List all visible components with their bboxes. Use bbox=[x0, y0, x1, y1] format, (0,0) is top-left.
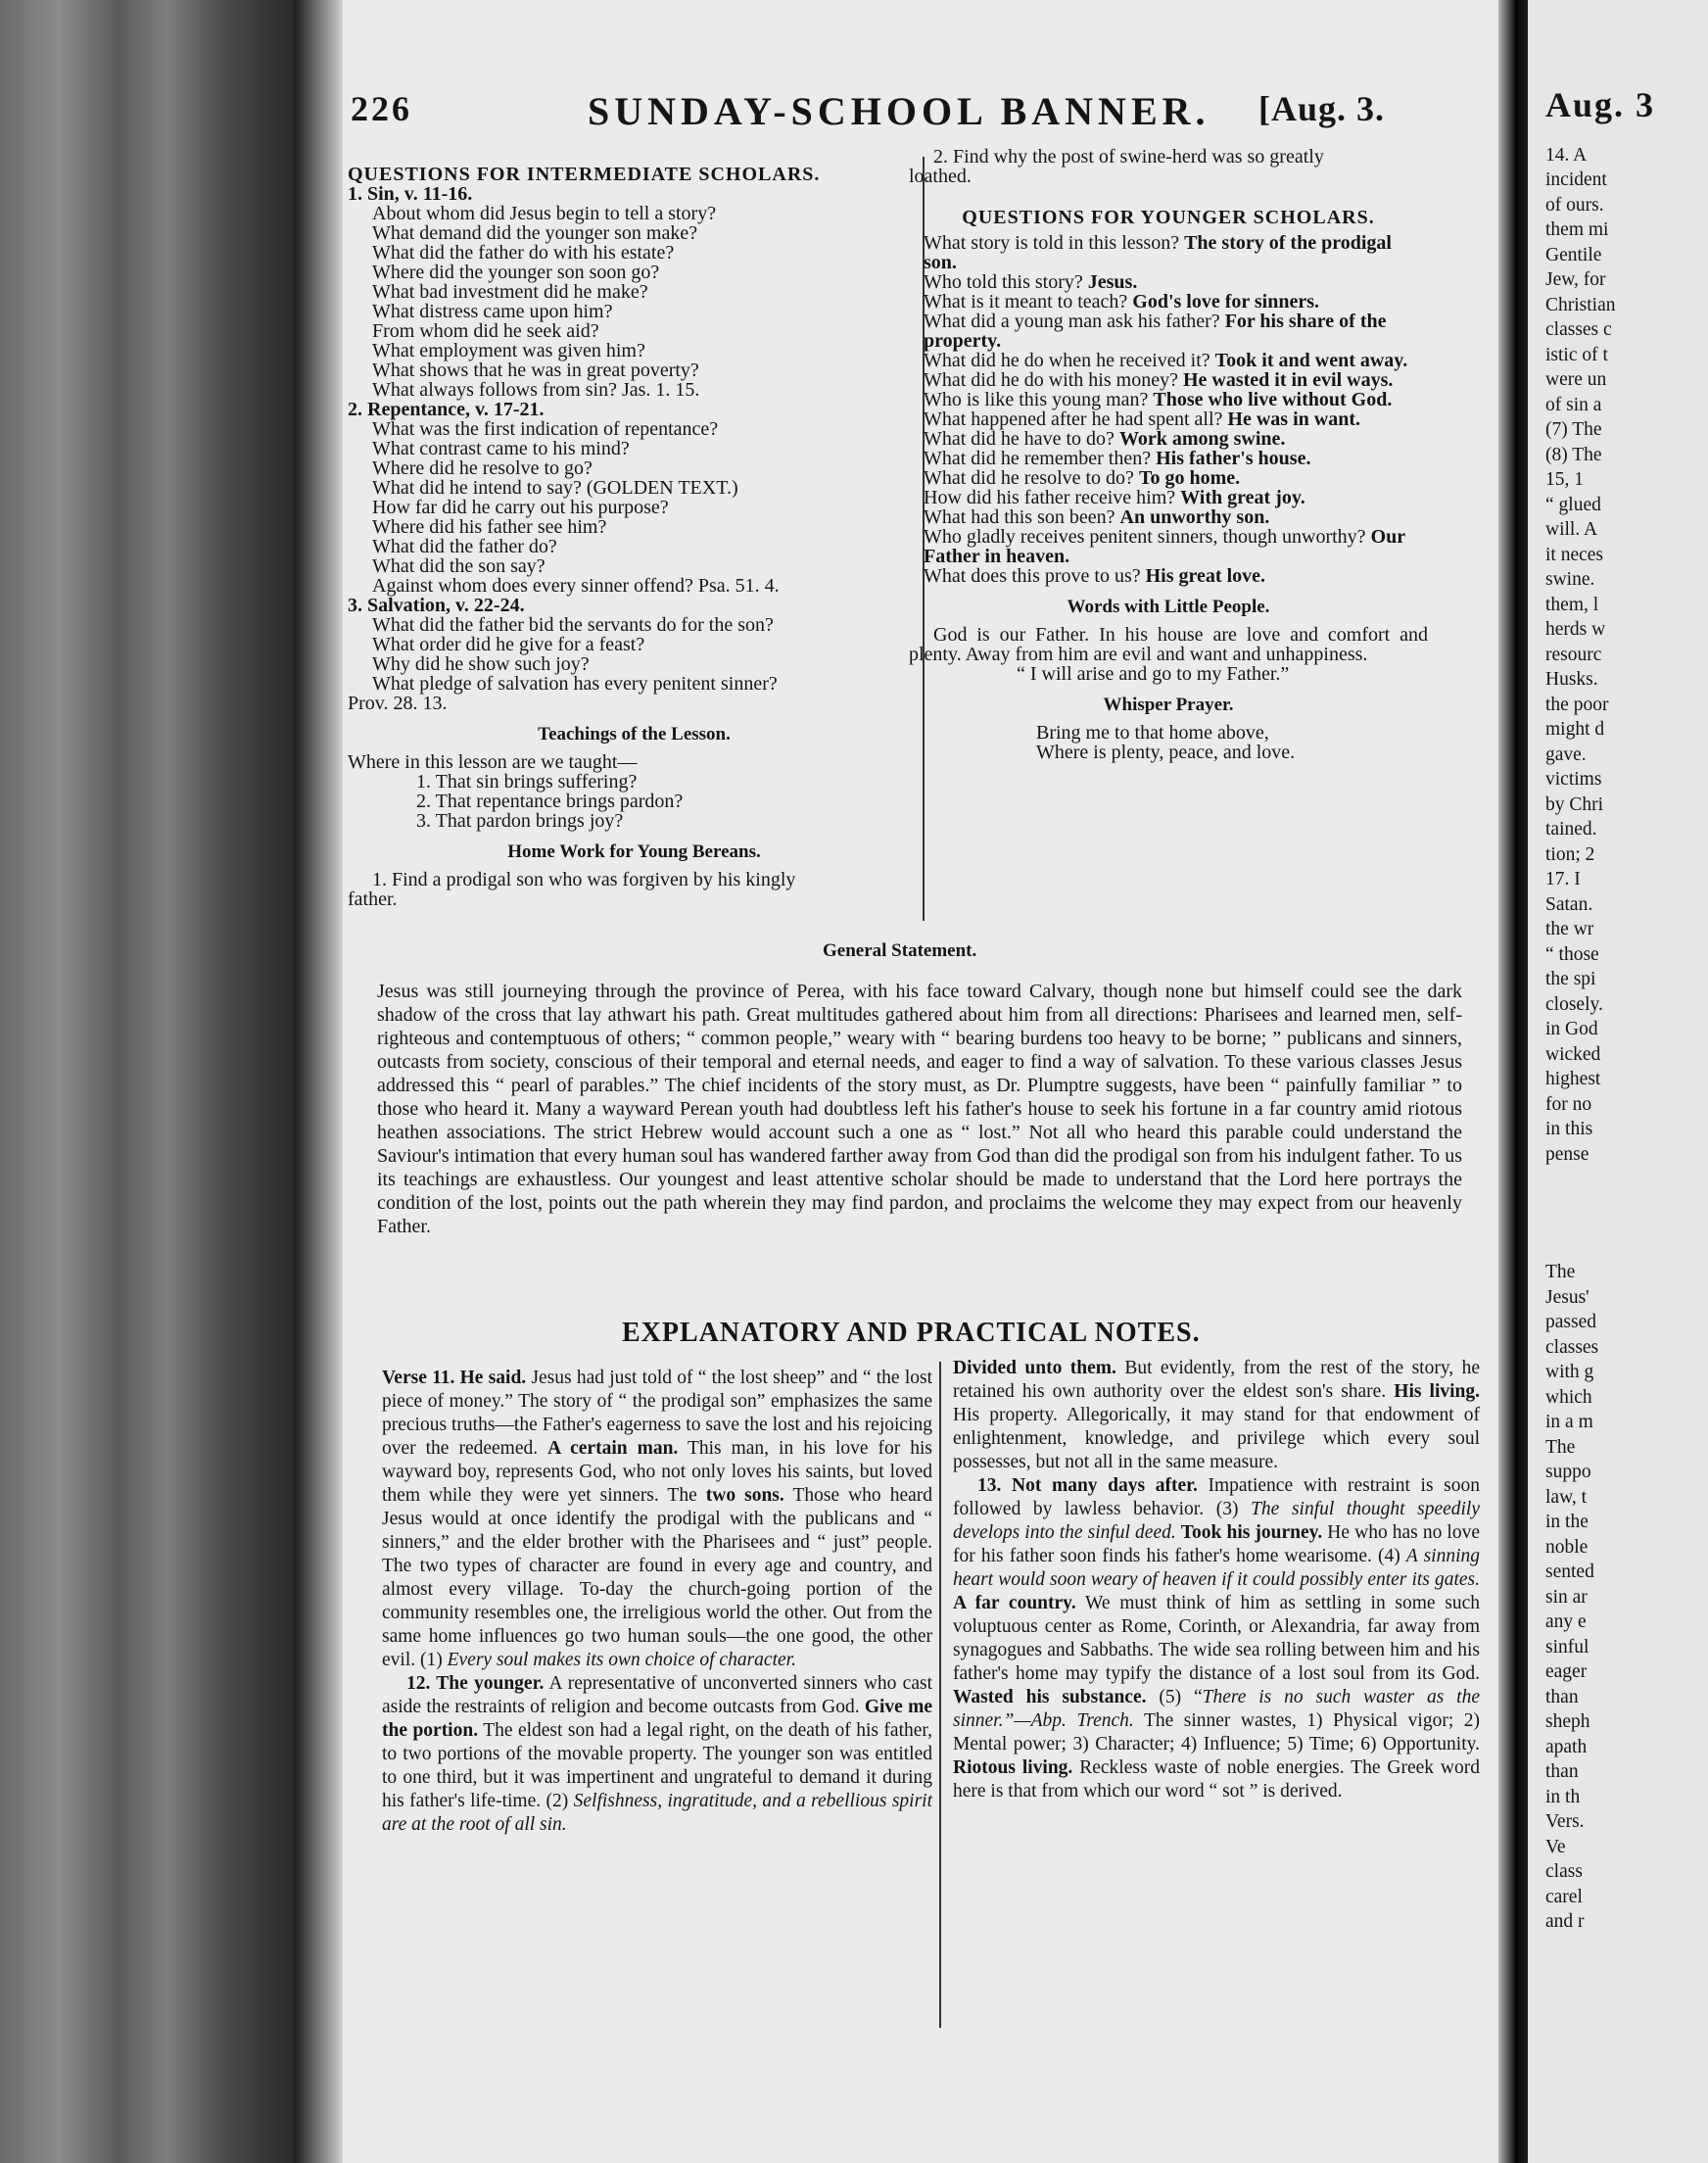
younger-qa-list bbox=[909, 233, 1428, 586]
facing-page-line: than bbox=[1545, 1761, 1579, 1782]
note-text: Reckless waste of noble energies. The Greek word here is that from which our word “ sot ” is derived. bbox=[953, 1757, 1480, 1802]
qa-question: Who gladly receives penitent sinners, though unworthy? bbox=[924, 526, 1371, 548]
note-text: The eldest son had a legal right, on the death of his father, to two portions of the movable property. The younger son was entitled to one third, but it was impertinent and ungrateful to demand it during his father's life-time. (2) bbox=[382, 1720, 932, 1811]
qa-item bbox=[924, 233, 1428, 272]
qa-item bbox=[924, 370, 1428, 390]
facing-page-line: tion; 2 bbox=[1545, 843, 1595, 865]
qa-item bbox=[924, 429, 1428, 449]
note-text: He who has no love for his father soon finds his father's home wearisome. (4) bbox=[953, 1522, 1481, 1566]
note-text: A representative of unconverted sinners who cast aside the restraints of religion and become outcasts from God. bbox=[382, 1673, 932, 1717]
homework-item-continued: father. bbox=[348, 889, 398, 910]
facing-page-line: “ glued bbox=[1545, 494, 1601, 515]
qa-item bbox=[924, 507, 1428, 527]
facing-page-line: in th bbox=[1545, 1786, 1581, 1807]
spine-shadow bbox=[294, 0, 343, 2163]
qa-item bbox=[924, 566, 1428, 586]
facing-page-line: them, l bbox=[1545, 594, 1599, 615]
facing-page-line: in God bbox=[1545, 1019, 1598, 1039]
facing-page-line: might d bbox=[1545, 719, 1605, 740]
teachings-title: Teachings of the Lesson. bbox=[538, 724, 731, 745]
facing-page-line: resourc bbox=[1545, 644, 1602, 665]
question: What did he intend to say? (GOLDEN TEXT.) bbox=[372, 477, 738, 499]
question: What did the father bid the servants do for the son? bbox=[372, 614, 774, 636]
qa-item bbox=[924, 527, 1428, 566]
general-statement-title: General Statement. bbox=[823, 940, 977, 961]
question: How far did he carry out his purpose? bbox=[372, 497, 669, 518]
verse-label: 13. Not many days after. bbox=[977, 1475, 1198, 1496]
qa-question: What did he resolve to do? bbox=[924, 467, 1139, 489]
facing-page-line: of sin a bbox=[1545, 394, 1602, 415]
qa-question: What had this son been? bbox=[924, 506, 1120, 528]
qa-question: What did he do when he received it? bbox=[924, 350, 1215, 371]
qa-item bbox=[924, 390, 1428, 409]
page-number: 226 bbox=[351, 89, 412, 128]
qa-item bbox=[924, 312, 1428, 351]
facing-page-line: 14. A bbox=[1545, 144, 1588, 166]
note-italic: Every soul makes its own choice of character. bbox=[447, 1650, 796, 1670]
question: Against whom does every sinner offend? Psa. 51. 4. bbox=[372, 575, 780, 597]
facing-page-line: in a m bbox=[1545, 1412, 1593, 1432]
qa-question: Who told this story? bbox=[924, 271, 1088, 293]
facing-page-header: Aug. 3 bbox=[1545, 85, 1656, 124]
facing-page-line: istic of t bbox=[1545, 344, 1608, 365]
qa-question: Who is like this young man? bbox=[924, 389, 1154, 410]
qa-answer: His great love. bbox=[1145, 565, 1266, 587]
qa-question: What did he do with his money? bbox=[924, 369, 1183, 391]
qa-item bbox=[924, 449, 1428, 468]
qa-answer: Work among swine. bbox=[1118, 428, 1286, 450]
facing-page-line: classes c bbox=[1545, 319, 1612, 340]
verse-label: Verse 11. He said. bbox=[382, 1368, 527, 1388]
facing-page-line: passed bbox=[1545, 1312, 1596, 1332]
teaching-item: 3. That pardon brings joy? bbox=[416, 810, 624, 832]
question: What always follows from sin? Jas. 1. 15. bbox=[372, 379, 700, 401]
note-label: two sons. bbox=[705, 1485, 784, 1506]
teaching-item: 2. That repentance brings pardon? bbox=[416, 791, 684, 812]
qa-item bbox=[924, 351, 1428, 370]
qa-answer: With great joy. bbox=[1180, 487, 1305, 508]
note-text: Jesus had just told of “ the lost sheep” and “ the lost piece of money.” The story of “ the prodigal son” emphasizes the same precious truths—the Father's eagerness to save the lost and his rejoicing over the redeemed. bbox=[382, 1368, 932, 1459]
page-226 bbox=[343, 0, 1498, 2163]
homework-item: 2. Find why the post of swine-herd was so greatly bbox=[933, 146, 1324, 168]
facing-page-line: class bbox=[1545, 1861, 1583, 1882]
homework-item-continued: loathed. bbox=[909, 166, 972, 187]
facing-page-line: (8) The bbox=[1545, 444, 1602, 465]
qa-question: What story is told in this lesson? bbox=[924, 232, 1185, 254]
question: What was the first indication of repentance? bbox=[372, 418, 719, 440]
note-text: We must think of him as settling in some such voluptuous center as Rome, Corinth, or Alexandria, far away from synagogues and Sabbaths. The wide sea rolling between him and his father's home may typify the distance of a lost soul from its God. bbox=[953, 1593, 1480, 1684]
notes-right-column bbox=[953, 1357, 1480, 1803]
question: What did the father do with his estate? bbox=[372, 242, 675, 264]
facing-page-line: in this bbox=[1545, 1119, 1593, 1139]
facing-page-line: were un bbox=[1545, 369, 1607, 390]
facing-page-line: Gentile bbox=[1545, 244, 1602, 265]
facing-page-line: carel bbox=[1545, 1886, 1583, 1907]
question: What shows that he was in great poverty? bbox=[372, 360, 699, 381]
facing-page-line: (7) The bbox=[1545, 419, 1602, 440]
note-italic: Selfishness, ingratitude, and a rebellious spirit are at the root of all sin. bbox=[382, 1791, 932, 1835]
issue-date: [Aug. 3. bbox=[1258, 89, 1386, 128]
facing-page-lines-bottom bbox=[1545, 1260, 1708, 1935]
facing-page-fragment bbox=[1528, 0, 1708, 2163]
question: Where did the younger son soon go? bbox=[372, 262, 660, 283]
general-statement-text: Jesus was still journeying through the province of Perea, with his face toward Calvary, though none but himself could see the dark shadow of the cross that lay athwart his path. Great multitudes gathered about him from all directions: Pharisees and learned men, self-righteous and contemptuous of others; “ common people,” weary with “ bearing burdens too heavy to be borne; ” publicans and sinners, outcasts from society, conscious of their temporal and eternal needs, and eager to find a way of salvation. To these various classes Jesus addressed this “ pearl of parables.” The chief incidents of the story must, as Dr. Plumptre suggests, have been “ painfully familiar ” to those who heard it. Many a wayward Perean youth had doubtless left his father's house to seek his fortune in a far country amid riotous heathen associations. The strict Hebrew would account such a one as “ lost.” Not all who heard this parable could understand the Saviour's intimation that every human soul has wandered farther away from God than did the prodigal son from his indulgent father. To us its teachings are exhaustless. Our youngest and least attentive scholar should be made to understand that the Lord here portrays the condition of the lost, points out the path wherein they may find pardon, and proclaims the welcome they may expect from our heavenly Father. bbox=[377, 981, 1462, 1237]
prayer-title: Whisper Prayer. bbox=[1103, 695, 1234, 715]
facing-page-line: 15, 1 bbox=[1545, 469, 1584, 490]
facing-page-line: herds w bbox=[1545, 619, 1606, 640]
intermediate-title: QUESTIONS FOR INTERMEDIATE SCHOLARS. bbox=[348, 164, 821, 185]
note-text: Those who heard Jesus would at once identify the prodigal with the publicans and “ sinners,” and the elder brother with the Pharisees and “ just” people. The two types of character are found in every age and country, and almost every village. To-day the church-going portion of the community resembles one, the irreligious world the other. Out from the same home influences go two human souls—the one good, the other evil. (1) bbox=[382, 1485, 933, 1670]
prayer-line: Where is plenty, peace, and love. bbox=[1036, 742, 1296, 763]
facing-page-line: “ those bbox=[1545, 943, 1599, 965]
note-text: But evidently, from the rest of the story, he retained his own authority over the eldest son's share. bbox=[953, 1358, 1481, 1402]
note-text: Impatience with restraint is soon followed by lawless behavior. (3) bbox=[953, 1475, 1480, 1519]
question: What distress came upon him? bbox=[372, 301, 613, 322]
qa-answer: For his share of the property. bbox=[924, 311, 1387, 352]
note-italic: The sinful thought speedily develops into the sinful deed. bbox=[953, 1499, 1480, 1543]
teachings-intro: Where in this lesson are we taught— bbox=[348, 751, 638, 773]
qa-question: What happened after he had spent all? bbox=[924, 409, 1228, 430]
qa-answer: He wasted it in evil ways. bbox=[1182, 369, 1394, 391]
homework-title: Home Work for Young Bereans. bbox=[507, 841, 761, 862]
facing-page-line: victims bbox=[1545, 769, 1602, 790]
question: What employment was given him? bbox=[372, 340, 645, 361]
note-italic: There is no such waster as the sinner.”—Abp. Trench. bbox=[953, 1687, 1480, 1731]
qa-question: What did he remember then? bbox=[924, 448, 1157, 469]
facing-page-line: Jesus' bbox=[1545, 1286, 1589, 1308]
qa-answer: He was in want. bbox=[1227, 409, 1360, 430]
qa-answer: To go home. bbox=[1138, 467, 1241, 489]
little-people-title: Words with Little People. bbox=[1067, 597, 1270, 617]
qa-answer: His father's house. bbox=[1156, 448, 1311, 469]
facing-page-line: incident bbox=[1545, 169, 1607, 190]
teaching-item: 1. That sin brings suffering? bbox=[416, 771, 638, 793]
facing-page-line: 17. I bbox=[1545, 869, 1581, 889]
left-column bbox=[348, 165, 921, 909]
note-label: A far country. bbox=[953, 1593, 1076, 1613]
facing-page-line: Ve bbox=[1545, 1836, 1566, 1857]
facing-page-line: in the bbox=[1545, 1512, 1589, 1532]
facing-page-line: Vers. bbox=[1545, 1811, 1585, 1832]
facing-page-line: wicked bbox=[1545, 1043, 1601, 1065]
facing-page-line: eager bbox=[1545, 1661, 1588, 1682]
note-text: His property. Allegorically, it may stand for that endowment of enlightenment, knowledge, and privilege which every soul possesses, but not all in the same measure. bbox=[953, 1405, 1480, 1472]
facing-page-line: sinful bbox=[1545, 1636, 1589, 1658]
question: What did the son say? bbox=[372, 555, 546, 577]
note-label: Give me the portion. bbox=[382, 1697, 932, 1741]
note-label: A certain man. bbox=[547, 1438, 679, 1459]
question: What demand did the younger son make? bbox=[372, 222, 698, 244]
topic-heading: 1. Sin, v. 11-16. bbox=[348, 183, 473, 205]
facing-page-line: than bbox=[1545, 1686, 1579, 1707]
facing-page-line: of ours. bbox=[1545, 194, 1604, 216]
note-text: (5) “ bbox=[1159, 1687, 1203, 1707]
qa-item bbox=[924, 292, 1428, 312]
question: What contrast came to his mind? bbox=[372, 438, 630, 459]
little-people-text: God is our Father. In his house are love and comfort and plenty. Away from him are evil and want and unhappiness. bbox=[909, 624, 1428, 665]
verse-label: 12. The younger. bbox=[406, 1673, 545, 1694]
facing-page-line: sheph bbox=[1545, 1711, 1590, 1732]
facing-page-line: which bbox=[1545, 1386, 1592, 1408]
book-spine-edge bbox=[0, 0, 294, 2163]
facing-page-lines-top bbox=[1545, 143, 1708, 1168]
facing-page-line: pense bbox=[1545, 1143, 1589, 1165]
question: Why did he show such joy? bbox=[372, 653, 590, 675]
page-gutter bbox=[1498, 0, 1528, 2163]
right-column bbox=[909, 147, 1428, 762]
facing-page-line: will. A bbox=[1545, 519, 1598, 540]
note-label: Wasted his substance. bbox=[953, 1687, 1147, 1707]
little-people-quote: “ I will arise and go to my Father.” bbox=[1017, 663, 1290, 685]
facing-page-line: Husks. bbox=[1545, 669, 1598, 690]
qa-answer: Our Father in heaven. bbox=[924, 526, 1405, 567]
qa-question: What is it meant to teach? bbox=[924, 291, 1133, 312]
note-label: Took his journey. bbox=[1180, 1522, 1323, 1543]
qa-item bbox=[924, 468, 1428, 488]
facing-page-line: the poor bbox=[1545, 694, 1609, 715]
facing-page-line: sin ar bbox=[1545, 1586, 1588, 1608]
facing-page-line: Christian bbox=[1545, 294, 1616, 315]
question: Where did he resolve to go? bbox=[372, 457, 593, 479]
qa-item bbox=[924, 409, 1428, 429]
qa-answer: Those who live without God. bbox=[1153, 389, 1393, 410]
prayer-line: Bring me to that home above, bbox=[1036, 722, 1269, 744]
notes-left-column bbox=[382, 1367, 932, 1837]
facing-page-line: by Chri bbox=[1545, 793, 1604, 815]
column-divider bbox=[939, 1362, 941, 2028]
qa-question: What did a young man ask his father? bbox=[924, 311, 1225, 332]
facing-page-line: noble bbox=[1545, 1536, 1589, 1558]
facing-page-line: any e bbox=[1545, 1611, 1587, 1632]
facing-page-line: closely. bbox=[1545, 993, 1603, 1015]
facing-page-line: Satan. bbox=[1545, 893, 1593, 915]
facing-page-line: suppo bbox=[1545, 1462, 1591, 1482]
topic-heading: 2. Repentance, v. 17-21. bbox=[348, 399, 545, 420]
homework-item: 1. Find a prodigal son who was forgiven by his kingly bbox=[372, 869, 796, 890]
question-continuation: Prov. 28. 13. bbox=[348, 693, 448, 714]
question: What pledge of salvation has every penitent sinner? bbox=[372, 673, 778, 695]
qa-answer: Jesus. bbox=[1087, 271, 1138, 293]
facing-page-line: the wr bbox=[1545, 919, 1594, 939]
qa-answer: An unworthy son. bbox=[1119, 506, 1270, 528]
qa-question: How did his father receive him? bbox=[924, 487, 1181, 508]
younger-title: QUESTIONS FOR YOUNGER SCHOLARS. bbox=[962, 207, 1375, 228]
qa-question: What does this prove to us? bbox=[924, 565, 1146, 587]
facing-page-line: the spi bbox=[1545, 969, 1596, 989]
qa-item bbox=[924, 272, 1428, 292]
facing-page-line: with g bbox=[1545, 1362, 1594, 1382]
facing-page-line: The bbox=[1545, 1262, 1576, 1282]
running-title: SUNDAY-SCHOOL BANNER. bbox=[588, 89, 1210, 133]
question: Where did his father see him? bbox=[372, 516, 607, 538]
topic-heading: 3. Salvation, v. 22-24. bbox=[348, 595, 525, 616]
facing-page-line: sented bbox=[1545, 1562, 1594, 1582]
note-label: Riotous living. bbox=[953, 1757, 1073, 1778]
note-label: His living. bbox=[1394, 1381, 1481, 1402]
qa-question: What did he have to do? bbox=[924, 428, 1119, 450]
facing-page-line: them mi bbox=[1545, 219, 1609, 240]
facing-page-line: The bbox=[1545, 1436, 1576, 1458]
note-text: The sinner wastes, 1) Physical vigor; 2) Mental power; 3) Character; 4) Influence; 5) Time; 6) Opportunity. bbox=[953, 1710, 1480, 1754]
question: About whom did Jesus begin to tell a story? bbox=[372, 203, 717, 224]
facing-page-line: law, t bbox=[1545, 1486, 1588, 1508]
facing-page-line: and r bbox=[1545, 1911, 1585, 1932]
question: What order did he give for a feast? bbox=[372, 634, 645, 655]
facing-page-line: swine. bbox=[1545, 569, 1595, 590]
facing-page-line: highest bbox=[1545, 1069, 1601, 1089]
question: What did the father do? bbox=[372, 536, 557, 557]
note-text: This man, in his love for his wayward boy, represents God, who not only loves his saints, but loved them while they were yet sinners. The bbox=[382, 1438, 933, 1506]
qa-item bbox=[924, 488, 1428, 507]
qa-answer: God's love for sinners. bbox=[1132, 291, 1320, 312]
facing-page-line: it neces bbox=[1545, 544, 1604, 565]
facing-page-line: tained. bbox=[1545, 819, 1597, 840]
note-italic: A sinning heart would soon weary of heaven if it could possibly enter its gates. bbox=[953, 1546, 1481, 1590]
qa-answer: The story of the prodigal son. bbox=[924, 232, 1392, 273]
qa-answer: Took it and went away. bbox=[1214, 350, 1408, 371]
facing-page-line: classes bbox=[1545, 1336, 1599, 1358]
facing-page-line: for no bbox=[1545, 1093, 1592, 1115]
question: What bad investment did he make? bbox=[372, 281, 648, 303]
facing-page-line: Jew, for bbox=[1545, 269, 1606, 290]
note-label: Divided unto them. bbox=[953, 1358, 1116, 1378]
facing-page-line: gave. bbox=[1545, 744, 1587, 765]
question: From whom did he seek aid? bbox=[372, 320, 599, 342]
facing-page-line: apath bbox=[1545, 1736, 1588, 1757]
notes-title: EXPLANATORY AND PRACTICAL NOTES. bbox=[622, 1318, 1201, 1348]
